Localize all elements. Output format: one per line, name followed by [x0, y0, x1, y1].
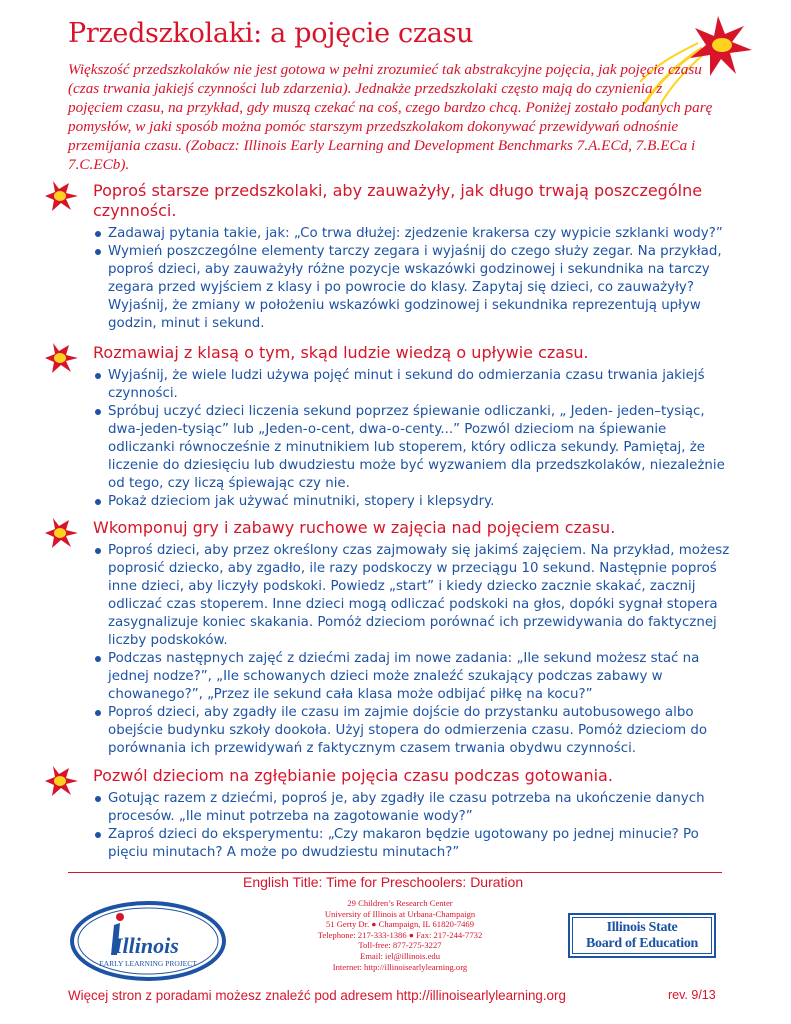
tip-list [45, 790, 735, 862]
logo-name: Illinois [114, 933, 179, 958]
section-heading: Pozwól dzieciom na zgłębianie pojęcia czasu podczas gotowania. [93, 766, 613, 785]
star-bullet-icon [45, 766, 79, 796]
contact-line: Internet: http://illinoisearlylearning.org [332, 961, 468, 972]
english-title: English Title: Time for Preschoolers: Duration [243, 874, 524, 890]
tip-section [45, 343, 735, 511]
tip-list [45, 225, 735, 333]
contact-info [290, 898, 510, 972]
contact-line: 51 Gerty Dr. ● Champaign, IL 61820-7469 [325, 919, 475, 930]
contact-line: Telephone: 217-333-1386 ● Fax: 217-244-7732 [317, 929, 483, 940]
contact-line: University of Illinois at Urbana-Champaign [324, 908, 476, 919]
tip-section [45, 766, 735, 862]
tip-section [45, 181, 735, 333]
section-heading: Rozmawiaj z klasą o tym, skąd ludzie wiedzą o upływie czasu. [93, 343, 589, 362]
contact-line: Toll-free: 877-275-3227 [358, 940, 442, 951]
contact-line: 29 Children’s Research Center [347, 898, 453, 908]
illinois-early-learning-logo [68, 897, 228, 983]
tip-list [45, 367, 735, 511]
isbe-logo [568, 913, 716, 958]
isbe-line: Illinois State [606, 920, 678, 935]
list-item: Gotując razem z dziećmi, poproś je, aby zgadły ile czasu potrzeba na ukończenie danych procesów. „Ile minut potrzeba na zagotowanie wody?” [93, 790, 735, 826]
list-item: Zadawaj pytania takie, jak: „Co trwa dłużej: zjedzenie krakersa czy wypicie szklanki wody?” [93, 225, 735, 243]
list-item: Wyjaśnij, że wiele ludzi używa pojęć minut i sekund do odmierzania czasu trwania jakiejś czynności. [93, 367, 735, 403]
list-item: Podczas następnych zajęć z dziećmi zadaj im nowe zadania: „Ile sekund możesz stać na jednej nodze?”, „Ile schowanych dzieci może znaleźć szukający podczas zabawy w chowanego?”, „Przez ile sekund cała klasa może odbijać piłkę na kocu?” [93, 650, 735, 704]
contact-line: Email: iel@illinois.edu [360, 950, 440, 961]
list-item: Poproś dzieci, aby zgadły ile czasu im zajmie dojście do przystanku autobusowego albo obejście budynku szkoły dookoła. Użyj stopera do odmierzenia czasu. Pomóż dzieciom do porównania ich przewidywań z faktycznym czasem trwania obydwu czynności. [93, 704, 735, 758]
list-item: Wymień poszczególne elementy tarczy zegara i wyjaśnij do czego służy zegar. Na przykład, poproś dzieci, aby zauważyły różne pozycje wskazówki godzinowej i sekundnika na tarczy zegara przed wyjściem z klasy i po powrocie do klasy. Zapytaj się dzieci, co zauważyły? Wyjaśnij, że zmiany w położeniu wskazówki godzinowej i sekundnika reprezentują upływ godzin, minut i sekund. [93, 243, 735, 333]
list-item: Poproś dzieci, aby przez określony czas zajmowały się jakimś zajęciem. Na przykład, możesz poprosić dziecko, aby zgadło, ile razy podskoczy w przeciągu 10 sekund. Następnie poproś inne dzieci, aby liczyły podskoki. Powiedz „start” i kiedy dziecko zacznie skakać, zacznij odliczać czas stoperem. Inne dzieci mogą odliczać podskoki na głos, dopóki sygnał stopera zasygnalizuje koniec skakania. Pomóż dzieciom porównać ich przewidywania do faktycznej liczby podskoków. [93, 542, 735, 650]
footer-text: Więcej stron z poradami możesz znaleźć pod adresem http://illinoisearlylearning.org [68, 988, 566, 1003]
divider-line [68, 872, 722, 873]
revision-label: rev. 9/13 [668, 988, 716, 1002]
section-heading: Poproś starsze przedszkolaki, aby zauważyły, jak długo trwają poszczególne czynności. [93, 181, 703, 220]
star-bullet-icon [45, 518, 79, 548]
list-item: Spróbuj uczyć dzieci liczenia sekund poprzez śpiewanie odliczanki, „ Jeden- jeden–tysiąc, dwa-jeden-tysiąc” lub „Jeden-o-cent, dwa-o-centy...” Pozwól dzieciom na śpiewanie odliczanki równocześnie z minutnikiem lub stoperem, który odlicza sekundy. Pamiętaj, że liczenie do dziesięciu lub dwudziestu może być wyzwaniem dla przedszkolaków, niezależnie od tego, czy liczą śpiewając czy nie. [93, 403, 735, 493]
intro-paragraph: Większość przedszkolaków nie jest gotowa w pełni zrozumieć tak abstrakcyjne pojęcia, jak pojęcie czasu (czas trwania jakiejś czynności lub zdarzenia). Jednakże przedszkolaki często mają do czynienia z pojęciem czasu, na przykład, gdy muszą czekać na coś, czego bardzo chcą. Poniżej zostało podanych parę pomysłów, w jaki sposób można pomóc starszym przedszkolakom dokonywać przewidywań odnośnie przemijania czasu. (Zobacz: Illinois Early Learning and Development Benchmarks 7.A.ECd, 7.B.ECa i 7.C.ECb). [68, 61, 713, 173]
star-bullet-icon [45, 343, 79, 373]
tip-section [45, 518, 735, 758]
section-heading: Wkomponuj gry i zabawy ruchowe w zajęcia nad pojęciem czasu. [93, 518, 616, 537]
list-item: Zaproś dzieci do eksperymentu: „Czy makaron będzie ugotowany po jednej minucie? Po pięciu minutach? A może po dwudziestu minutach?” [93, 826, 735, 862]
star-bullet-icon [45, 181, 79, 211]
tip-list [45, 542, 735, 758]
isbe-line: Board of Education [585, 936, 699, 951]
list-item: Pokaż dzieciom jak używać minutniki, stopery i klepsydry. [93, 493, 735, 511]
logo-tagline: EARLY LEARNING PROJECT [99, 959, 197, 968]
page-title: Przedszkolaki: a pojęcie czasu [68, 18, 474, 49]
